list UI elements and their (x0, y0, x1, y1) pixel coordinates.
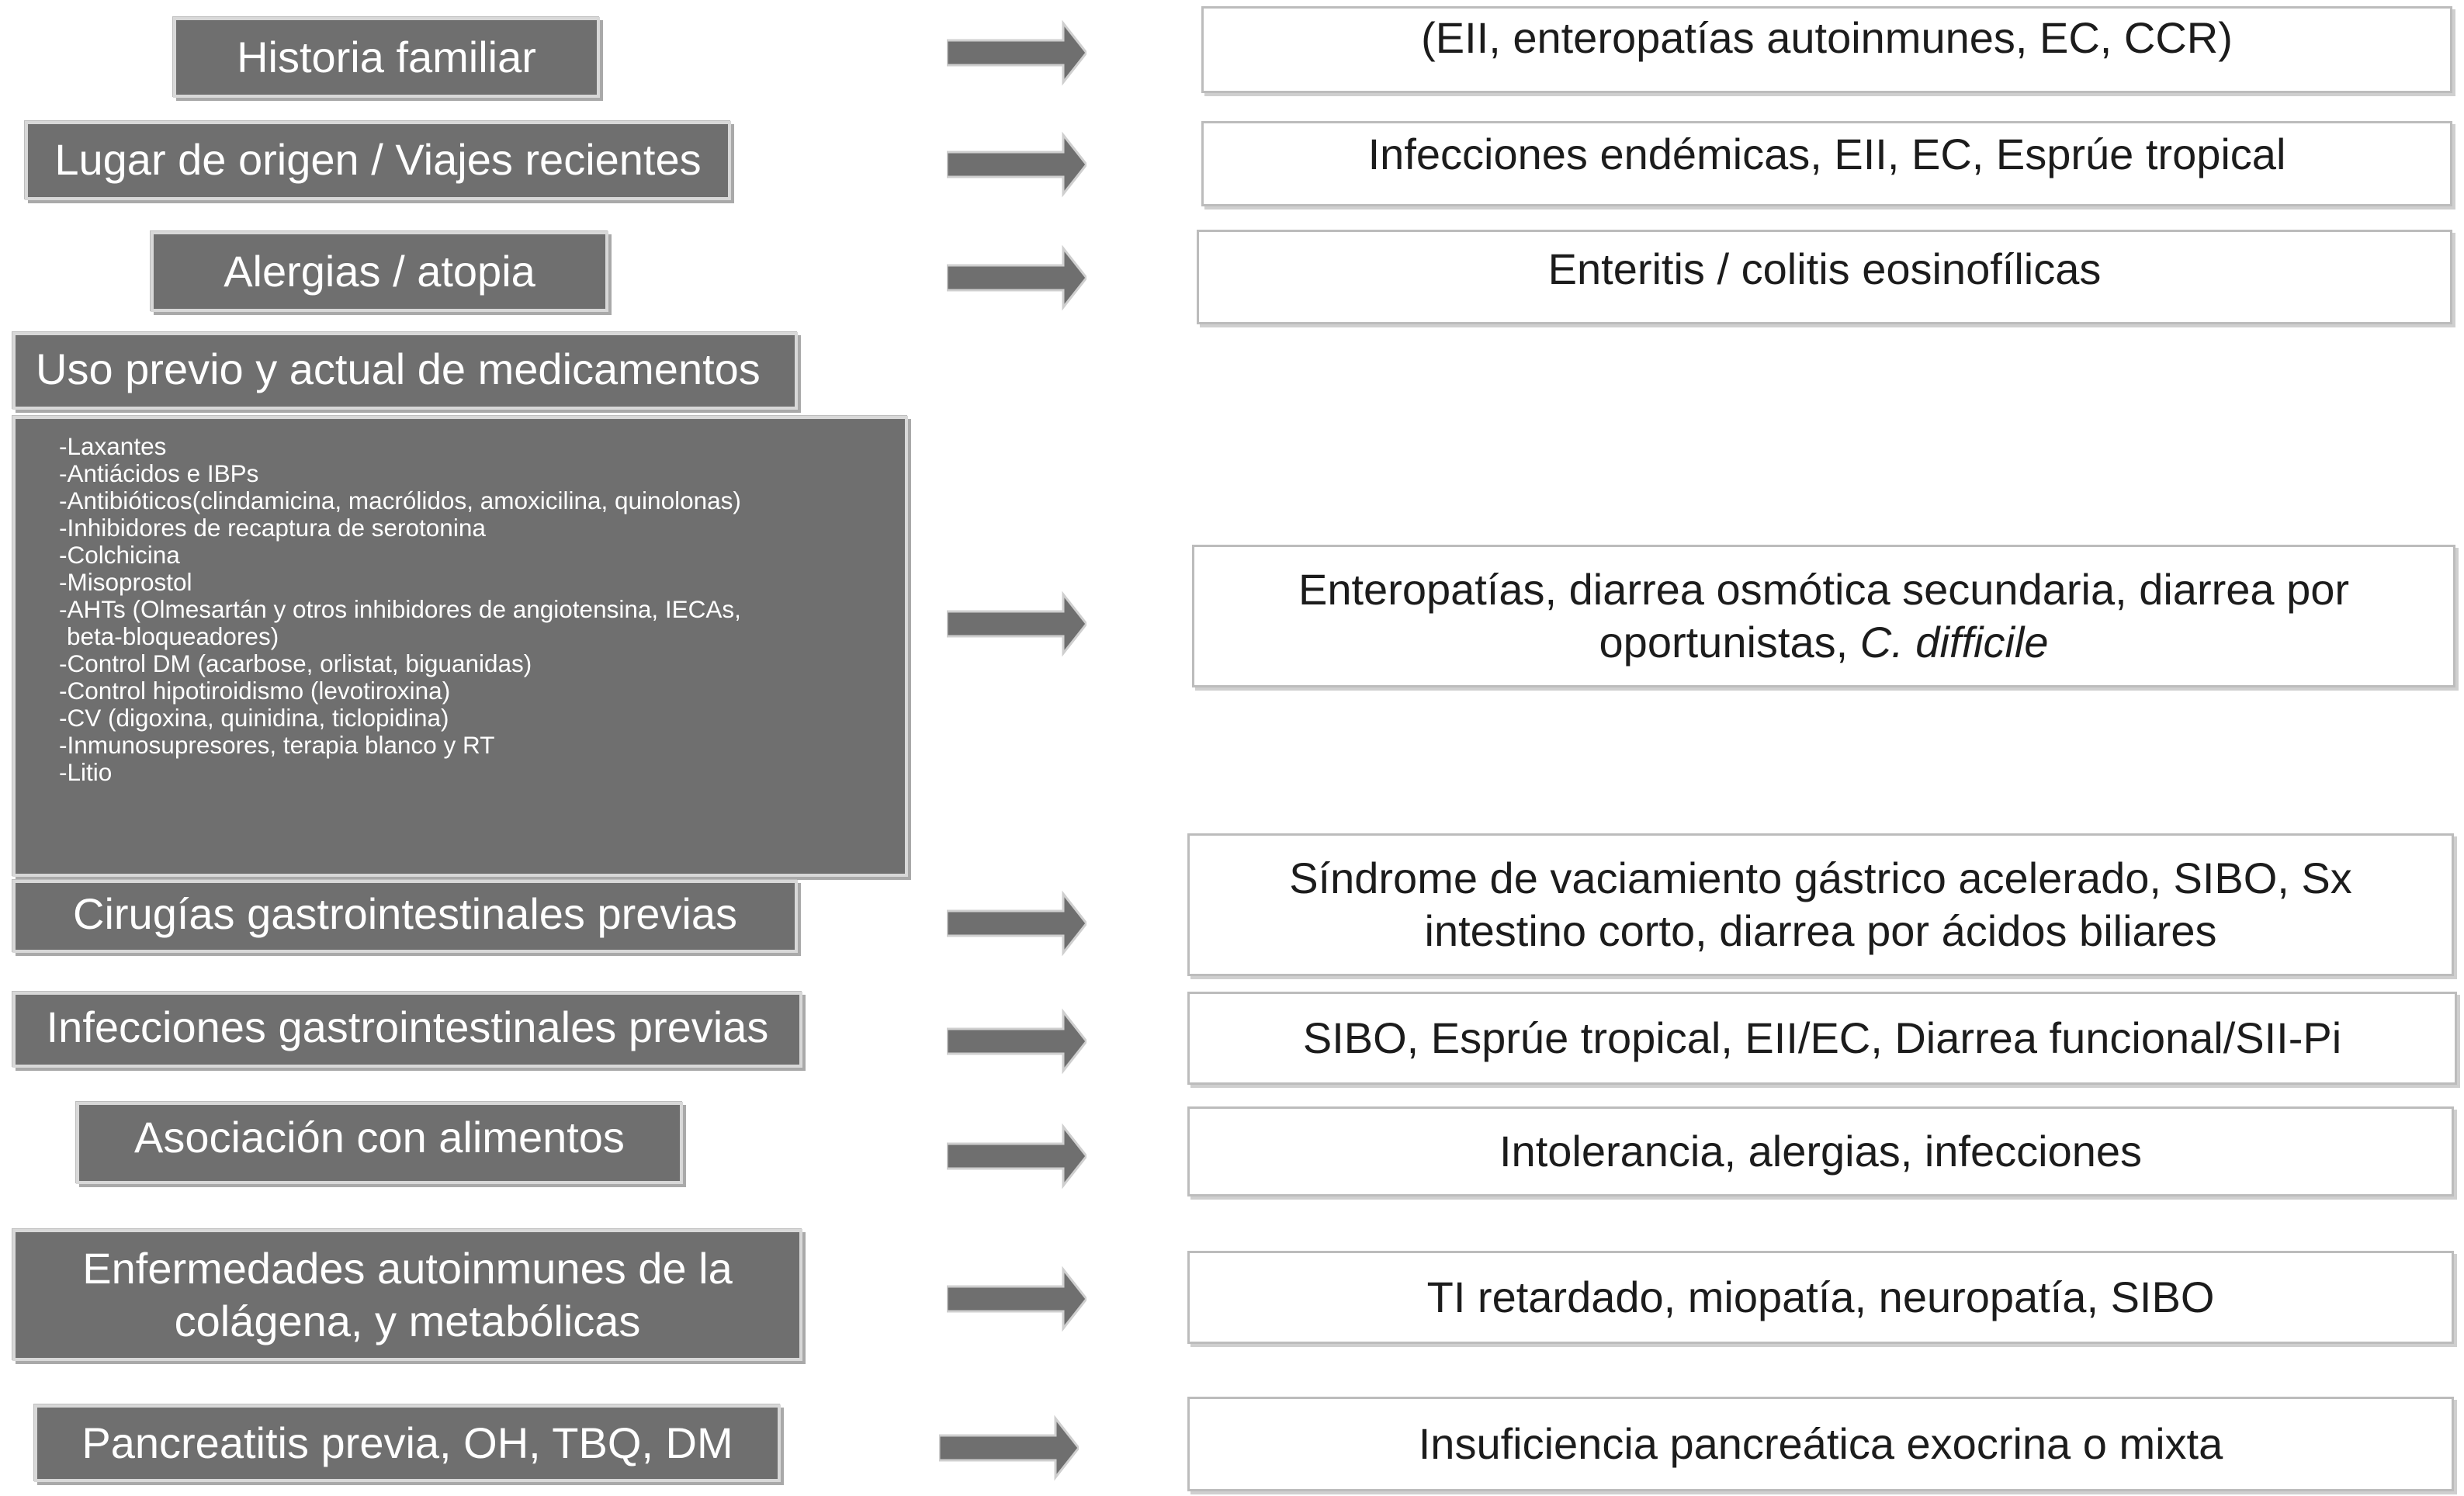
cause-box-cirugias (12, 880, 798, 953)
cause-label: Asociación con alimentos (134, 1113, 625, 1162)
arrow-right-icon (947, 1001, 1086, 1079)
cause-label: Infecciones gastrointestinales previas (46, 1003, 769, 1051)
medication-item: -Litio (59, 758, 113, 786)
consequence-label: Enteritis / colitis eosinofílicas (1547, 244, 2102, 293)
arrow-right-icon (947, 12, 1086, 90)
arrow-right-icon (947, 237, 1086, 315)
medication-item: -Control hipotiroidismo (levotiroxina) (59, 677, 451, 705)
consequence-label (1289, 852, 2352, 958)
consequence-box-lugar-origen (1201, 121, 2452, 206)
arrow-right-icon (947, 883, 1086, 961)
medication-item: -Inmunosupresores, terapia blanco y RT (59, 731, 495, 759)
medication-item: -Misoprostol (59, 568, 192, 596)
cause-label: Pancreatitis previa, OH, TBQ, DM (81, 1418, 733, 1467)
medication-item: -Antibióticos(clindamicina, macrólidos, amoxicilina, quinolonas) (59, 487, 741, 514)
consequence-box-alergias (1197, 230, 2452, 324)
cause-label: Lugar de origen / Viajes recientes (54, 135, 702, 184)
consequence-label: Insuficiencia pancreática exocrina o mixta (1418, 1418, 2223, 1468)
consequence-label: Infecciones endémicas, EII, EC, Esprúe tropical (1367, 130, 2286, 178)
consequence-label-line: Enteropatías, diarrea osmótica secundaria, diarrea por (1298, 564, 2350, 614)
medication-item: -Antiácidos e IBPs (59, 459, 259, 487)
medication-item: -CV (digoxina, quinidina, ticlopidina) (59, 704, 449, 732)
consequence-box-infecciones (1187, 992, 2457, 1085)
consequence-label (1298, 563, 2349, 670)
medications-list (12, 416, 908, 877)
cause-box-lugar-origen (25, 121, 731, 200)
cause-label: Uso previo y actual de medicamentos (36, 345, 761, 393)
cause-box-pancreatitis (34, 1404, 781, 1482)
cause-label: Alergias / atopia (224, 246, 535, 296)
consequence-label-line (1298, 616, 2349, 669)
medication-item: beta-bloqueadores) (67, 622, 279, 650)
arrow-right-icon (947, 124, 1086, 202)
consequence-label: SIBO, Esprúe tropical, EII/EC, Diarrea funcional/SII-Pi (1302, 1013, 2342, 1062)
consequence-box-cirugias (1187, 833, 2454, 976)
arrow-right-icon (947, 1116, 1086, 1193)
cause-box-medicamentos (12, 332, 798, 410)
medication-item: -Laxantes (59, 432, 167, 460)
cause-box-alergias (151, 231, 608, 312)
consequence-italic-text: C. difficile (1859, 618, 2049, 667)
cause-label (82, 1242, 732, 1349)
cause-box-infecciones (12, 992, 802, 1068)
arrow-right-icon (939, 1408, 1079, 1485)
cause-label: Historia familiar (237, 32, 536, 81)
cause-box-autoinmunes (12, 1229, 802, 1361)
medication-item: -Colchicina (59, 541, 180, 569)
consequence-box-historia-familiar (1201, 6, 2452, 93)
consequence-text: oportunistas, (1599, 618, 1849, 667)
cause-label-line: colágena, y metabólicas (174, 1297, 641, 1345)
consequence-box-pancreatitis (1187, 1397, 2454, 1491)
consequence-box-medicamentos (1192, 545, 2455, 687)
consequence-box-alimentos (1187, 1106, 2454, 1196)
cause-label-line: Enfermedades autoinmunes de la (82, 1243, 733, 1293)
consequence-label-line: Síndrome de vaciamiento gástrico acelerado, SIBO, Sx (1289, 853, 2352, 902)
cause-box-historia-familiar (173, 17, 600, 98)
medication-item: -Inhibidores de recaptura de serotonina (59, 514, 486, 542)
arrow-right-icon (947, 1259, 1086, 1336)
arrow-right-icon (947, 584, 1086, 661)
consequence-label: TI retardado, miopatía, neuropatía, SIBO (1426, 1272, 2215, 1321)
cause-box-alimentos (76, 1102, 683, 1184)
medication-item: -Control DM (acarbose, orlistat, biguanidas) (59, 649, 532, 677)
consequence-box-autoinmunes (1187, 1251, 2454, 1344)
consequence-label: Intolerancia, alergias, infecciones (1499, 1126, 2143, 1176)
cause-label: Cirugías gastrointestinales previas (73, 889, 737, 938)
consequence-label: (EII, enteropatías autoinmunes, EC, CCR) (1421, 13, 2233, 62)
consequence-label-line: intestino corto, diarrea por ácidos biliares (1424, 906, 2217, 955)
medication-item: -AHTs (Olmesartán y otros inhibidores de angiotensina, IECAs, (59, 595, 741, 623)
